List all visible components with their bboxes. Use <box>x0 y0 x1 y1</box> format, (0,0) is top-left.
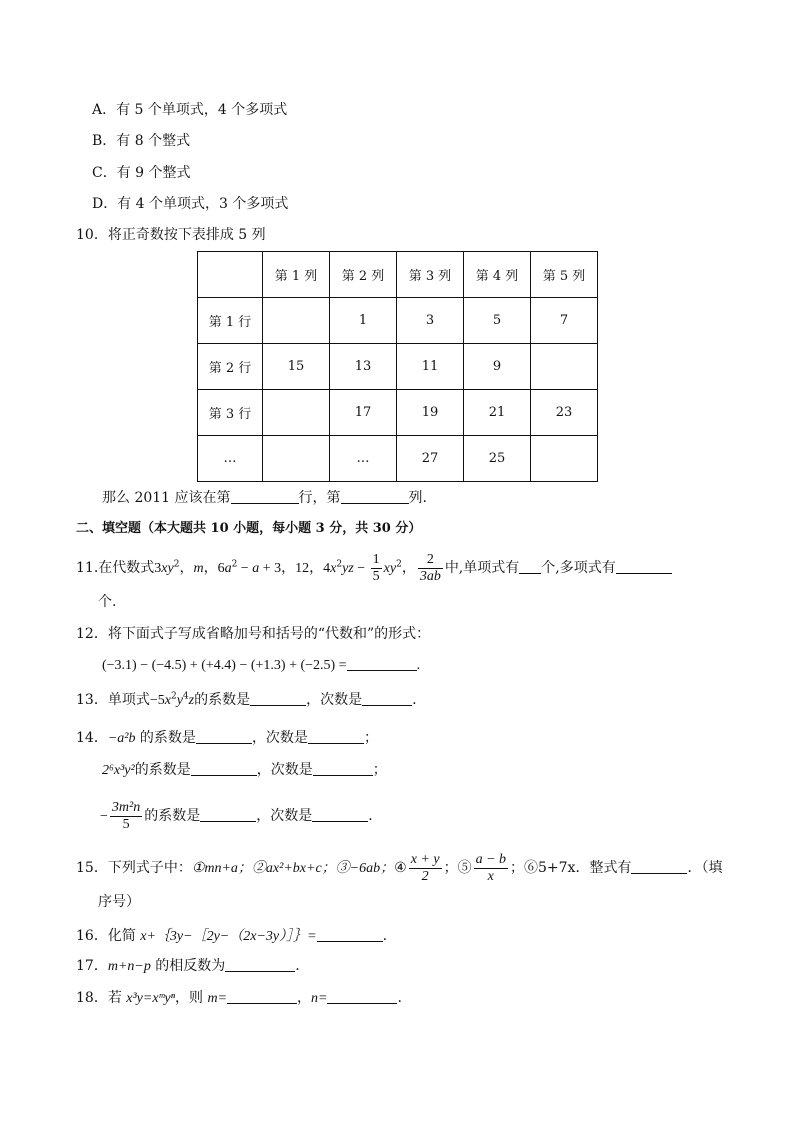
q15-answer-blank[interactable] <box>631 859 687 874</box>
q14-b-coef-blank[interactable] <box>191 761 257 776</box>
q15-item3: ③−6ab； <box>335 861 395 876</box>
q15-item4-fraction <box>409 852 442 885</box>
table-cell: 9 <box>464 344 531 390</box>
q11-polynomial-blank[interactable] <box>616 559 672 574</box>
q14-c-minus: − <box>100 809 108 824</box>
q15-item4-sep: ； <box>443 860 458 876</box>
q11-monomial-blank[interactable] <box>519 559 541 574</box>
q9-option-d: D．有 4 个单项式，3 个多项式 <box>92 196 289 212</box>
q12-expression-line <box>102 656 420 676</box>
table-row <box>198 436 598 482</box>
table-cell <box>531 436 598 482</box>
table-row <box>198 390 598 436</box>
table-cell: … <box>330 436 397 482</box>
q16-line <box>76 926 387 947</box>
row-header-cell: 第 3 行 <box>198 390 263 436</box>
q14-c-fraction <box>110 800 142 833</box>
q15-tail: 整式有 <box>589 860 632 876</box>
q14-a-degree-blank[interactable] <box>308 729 364 744</box>
table-cell: 13 <box>330 344 397 390</box>
q11-term3-op: − <box>237 561 253 576</box>
q14-c-coef-blank[interactable] <box>200 807 256 822</box>
q11-term3-var2: a <box>252 561 260 576</box>
table-cell <box>263 436 330 482</box>
q18-n-blank[interactable] <box>327 989 397 1004</box>
q13-var-y: y <box>176 693 183 708</box>
table-cell: 17 <box>330 390 397 436</box>
q15-item5-label: ⑤ <box>457 860 472 876</box>
q11-tail2: 个,多项式有 <box>541 560 616 576</box>
q11-term4: 12 <box>295 561 310 576</box>
q17-end: . <box>295 958 300 974</box>
q15-item4-label: ④ <box>394 860 407 876</box>
q15-item1: ①mn+a； <box>191 861 252 876</box>
q11-tail1: 中,单项式有 <box>444 560 520 576</box>
q13-coef-blank[interactable] <box>250 691 306 706</box>
q10-col-blank[interactable] <box>341 489 409 504</box>
q10-row-blank[interactable] <box>231 489 299 504</box>
table-cell: 19 <box>397 390 464 436</box>
q15-item2: ②ax²+bx+c； <box>251 861 336 876</box>
q15-line2: 序号） <box>98 894 140 910</box>
odd-number-table <box>197 251 598 482</box>
q15-item6: ⑥5+7x． <box>524 860 590 876</box>
table-row <box>198 344 598 390</box>
q13-end: . <box>412 692 417 708</box>
q10-answer-prefix: 那么 2011 应该在第 <box>102 490 231 506</box>
q14-a-expr: −a²b <box>107 731 136 746</box>
table-cell: 11 <box>397 344 464 390</box>
q12-answer-blank[interactable] <box>347 656 417 671</box>
q11-sep: ， <box>203 560 218 576</box>
q11-line1: 11.在代数式$3xy^2$，m，$6a^2 - a + 3$，12，$4x^2yz$ − $\frac{1}{5}$ $xy^2$， $\frac{2}{3ab}$ 中,单项式有 个,多项式有 <box>76 550 672 587</box>
q11-prefix: 11.在代数式 <box>76 560 155 576</box>
q14-a-end: ； <box>363 730 378 746</box>
q15-item5-fraction <box>474 852 508 885</box>
q14-a-coef-blank[interactable] <box>196 729 252 744</box>
q15-item5-sep: ； <box>510 860 525 876</box>
table-cell <box>263 390 330 436</box>
q9-option-a: A．有 5 个单项式，4 个多项式 <box>92 102 288 118</box>
q11-sep: ， <box>401 560 416 576</box>
table-header-cell: 第 1 列 <box>263 252 330 298</box>
fraction-denominator: 5 <box>372 568 380 584</box>
table-cell: 3 <box>397 298 464 344</box>
q11-sep: ， <box>309 560 324 576</box>
q17-answer-blank[interactable] <box>225 957 295 972</box>
table-cell <box>263 298 330 344</box>
q14-line-b <box>102 760 387 781</box>
q10-answer-mid: 行，第 <box>298 490 341 506</box>
table-header-cell: 第 2 列 <box>330 252 397 298</box>
q18-sep: ， <box>297 990 312 1006</box>
q11-term5-xy: xy <box>383 561 397 576</box>
q9-option-b: B．有 8 个整式 <box>92 133 191 149</box>
q17-expression: m+n−p <box>107 959 151 974</box>
q11-sep: ， <box>179 560 194 576</box>
table-header-cell: 第 5 列 <box>531 252 598 298</box>
q17-prefix: 17． <box>76 958 108 974</box>
q13-line: 13．单项式$-5x^2y^4z$的系数是 ，次数是 . <box>76 691 417 708</box>
q11-term5-x: x <box>330 561 337 576</box>
q11-term5-yz: yz <box>342 561 354 576</box>
q14-b-expr: 2⁶x³y² <box>102 763 135 778</box>
q13-mid2: ，次数是 <box>306 692 363 708</box>
row-header-cell: … <box>198 436 263 482</box>
q14-c-degree-blank[interactable] <box>312 807 368 822</box>
q11-term3-var: a <box>224 561 232 576</box>
q11-term6-fraction <box>418 552 443 585</box>
q14-a-mid: 的系数是 <box>135 730 196 746</box>
table-row <box>198 298 598 344</box>
q13-degree-blank[interactable] <box>362 691 412 706</box>
q10-answer-line <box>102 488 427 508</box>
table-header-cell: 第 3 列 <box>397 252 464 298</box>
table-cell <box>531 344 598 390</box>
q11-sep: ， <box>281 560 296 576</box>
q12-stem: 12．将下面式子写成省略加号和括号的“代数和”的形式： <box>76 626 431 642</box>
q13-coef: −5 <box>149 693 165 708</box>
q18-expression: x³y=xᵐyⁿ <box>126 991 176 1006</box>
q14-b-degree-blank[interactable] <box>313 761 373 776</box>
q14-line-a <box>76 728 378 749</box>
table-cell: 27 <box>397 436 464 482</box>
q11-line2: 个. <box>98 594 117 610</box>
q17-line <box>76 956 300 977</box>
fraction-numerator: x + y <box>410 851 440 867</box>
q18-n-label: n= <box>311 991 328 1006</box>
q15-tail-end: ．（填 <box>687 860 723 876</box>
table-header-row <box>198 252 598 298</box>
q18-m-blank[interactable] <box>227 989 297 1004</box>
q11-term1-coef: 3 <box>154 561 162 576</box>
q14-a-mid2: ，次数是 <box>251 730 308 746</box>
q12-end: . <box>416 658 421 673</box>
fraction-numerator: 2 <box>418 552 443 569</box>
table-cell: 23 <box>531 390 598 436</box>
q18-line <box>76 988 402 1009</box>
q11-term3-coef: 6 <box>217 561 225 576</box>
q15-prefix: 15．下列式子中： <box>76 860 192 876</box>
q14-prefix: 14． <box>76 730 108 746</box>
q13-var-z: z <box>188 693 195 708</box>
fraction-numerator: a − b <box>475 851 507 867</box>
table-cell: 21 <box>464 390 531 436</box>
q11-term5-fraction <box>371 552 382 585</box>
q18-m-label: m= <box>207 991 228 1006</box>
table-cell: 25 <box>464 436 531 482</box>
table-header-cell: 第 4 列 <box>464 252 531 298</box>
q16-end: . <box>382 928 388 944</box>
q10-stem: 10．将正奇数按下表排成 5 列 <box>76 227 266 243</box>
q13-var-x: x <box>164 693 171 708</box>
q18-end: . <box>397 990 402 1006</box>
fraction-denominator: 5 <box>122 816 130 832</box>
table-cell <box>198 252 263 298</box>
q14-c-mid: 的系数是 <box>144 808 201 824</box>
q18-prefix: 18．若 <box>76 990 127 1006</box>
row-header-cell: 第 2 行 <box>198 344 263 390</box>
q17-mid: 的相反数为 <box>150 958 226 974</box>
q14-b-mid2: ，次数是 <box>256 762 313 778</box>
fraction-denominator: x <box>487 868 494 884</box>
section-2-title: 二、填空题（本大题共 10 小题，每小题 3 分，共 30 分） <box>76 521 422 536</box>
q11-term2: m <box>193 561 204 576</box>
q11-term5-op: − <box>353 561 369 576</box>
q14-c-mid2: ，次数是 <box>256 808 313 824</box>
table-cell: 1 <box>330 298 397 344</box>
q11-term3-const: + 3 <box>259 561 282 576</box>
fraction-numerator: 3m²n <box>111 799 141 815</box>
q14-b-end: ； <box>372 762 387 778</box>
q9-option-c: C．有 9 个整式 <box>92 165 191 181</box>
fraction-denominator: 3ab <box>419 568 441 584</box>
fraction-denominator: 2 <box>421 868 429 884</box>
q10-answer-suffix: 列. <box>408 490 427 506</box>
q16-expression: x+｛3y−［2y−（2x−3y）］｝= <box>140 929 317 944</box>
q16-prefix: 16．化简 <box>76 928 141 944</box>
q18-mid: ，则 <box>175 990 208 1006</box>
q15-line1 <box>76 848 722 889</box>
table-cell: 7 <box>531 298 598 344</box>
q14-line-c <box>100 796 373 837</box>
table-cell: 15 <box>263 344 330 390</box>
table-cell: 5 <box>464 298 531 344</box>
q12-expression: (−3.1) − (−4.5) + (+4.4) − (+1.3) + (−2.5) = <box>102 658 347 673</box>
fraction-numerator: 1 <box>372 551 380 567</box>
q11-term5-coef: 4 <box>323 561 331 576</box>
q11-term1-var: xy <box>161 561 174 576</box>
q13-mid: 的系数是 <box>194 692 251 708</box>
q14-c-end: . <box>368 808 373 824</box>
q14-b-mid: 的系数是 <box>134 762 191 778</box>
row-header-cell: 第 1 行 <box>198 298 263 344</box>
q16-answer-blank[interactable] <box>317 927 383 942</box>
q13-prefix: 13．单项式 <box>76 692 150 708</box>
